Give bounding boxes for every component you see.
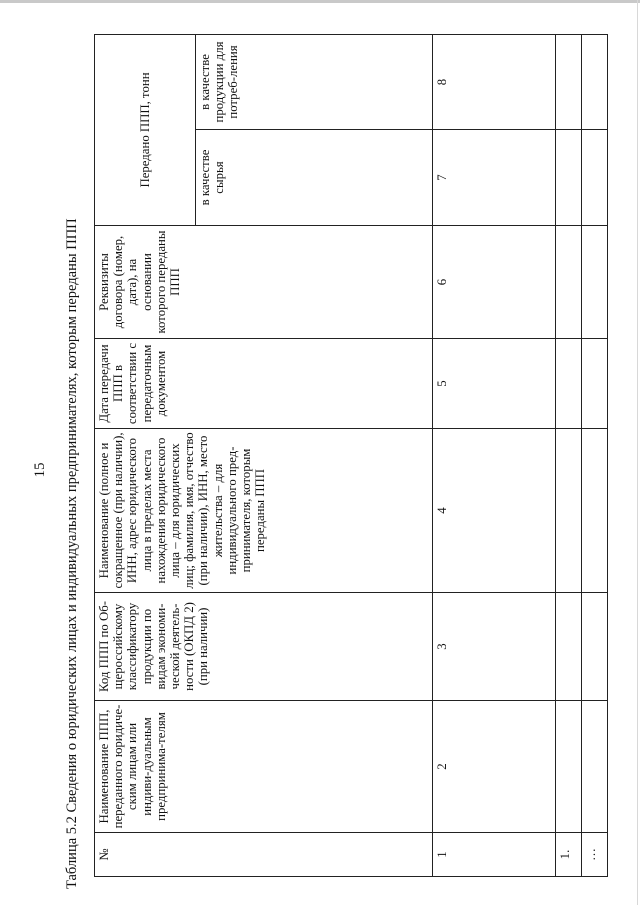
table-cell bbox=[556, 339, 582, 429]
column-number: 3 bbox=[433, 593, 556, 701]
column-number: 1 bbox=[433, 833, 556, 877]
column-numbers-row bbox=[433, 34, 556, 876]
header-recipient: Наименование (полное и сокращенное (при наличии), ИНН, адрес юридического лица в пределах места нахождения юридического лица – для юридических лиц; фамилия, имя, отчество (при наличии), ИНН, место жительства – для индивидуального пред-принимателя, которым переданы ППП bbox=[95, 429, 433, 593]
header-as-raw-material: в качестве сырья bbox=[196, 130, 433, 226]
page-number: 15 bbox=[32, 462, 48, 478]
table-cell bbox=[582, 34, 608, 129]
header-as-consumer-product: в качестве продукции для потреб-ления bbox=[196, 34, 433, 129]
table-cell bbox=[556, 34, 582, 129]
table-cell bbox=[582, 429, 608, 593]
column-number: 4 bbox=[433, 429, 556, 593]
table-row bbox=[582, 34, 608, 876]
table-cell bbox=[582, 130, 608, 226]
table-row bbox=[556, 34, 582, 876]
column-number: 2 bbox=[433, 701, 556, 833]
header-ppp-name: Наименование ППП, переданного юридиче-ским лицам или индиви-дуальным предпринима-телям bbox=[95, 701, 433, 833]
table-cell bbox=[582, 593, 608, 701]
column-number: 5 bbox=[433, 339, 556, 429]
table-cell bbox=[556, 130, 582, 226]
header-contract: Реквизиты договора (номер, дата), на основании которого переданы ППП bbox=[95, 226, 433, 339]
table-cell bbox=[582, 226, 608, 339]
table-cell bbox=[556, 701, 582, 833]
header-number: № bbox=[95, 833, 433, 877]
table-cell bbox=[582, 701, 608, 833]
table-cell bbox=[556, 226, 582, 339]
table-cell bbox=[556, 593, 582, 701]
table-cell bbox=[556, 429, 582, 593]
header-transferred-group: Передано ППП, тонн bbox=[95, 34, 196, 225]
header-transfer-date: Дата передачи ППП в соответствии с передаточным документом bbox=[95, 339, 433, 429]
table-cell bbox=[582, 339, 608, 429]
column-number: 8 bbox=[433, 34, 556, 129]
table-cell: 1. bbox=[556, 833, 582, 877]
header-row-1 bbox=[95, 34, 196, 876]
table-cell: … bbox=[582, 833, 608, 877]
column-number: 6 bbox=[433, 226, 556, 339]
data-table bbox=[94, 34, 608, 877]
column-number: 7 bbox=[433, 130, 556, 226]
table-caption: Таблица 5.2 Сведения о юридических лицах и индивидуальных предпринимателях, которым переданы ППП bbox=[64, 218, 80, 889]
header-okpd-code: Код ППП по Об-щероссийскому классификатору продукции по видам экономи-ческой деятель-ности (ОКПД 2) (при наличии) bbox=[95, 593, 433, 701]
